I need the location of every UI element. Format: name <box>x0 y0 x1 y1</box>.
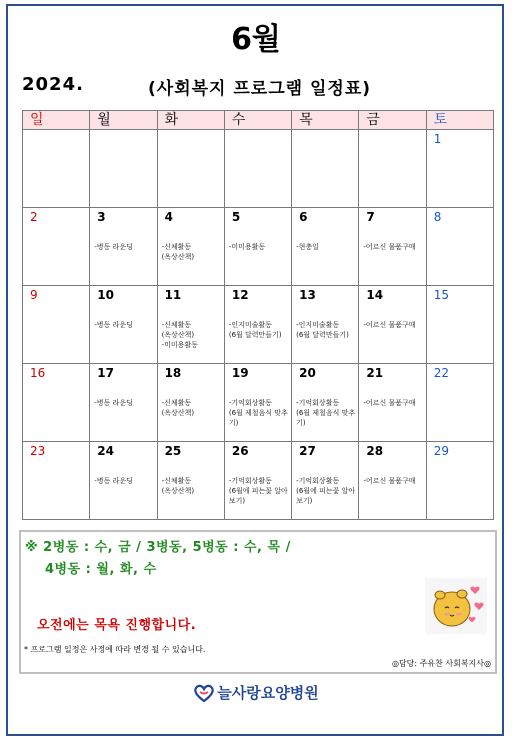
day-activity: -기억회상활동 (6월 제철음식 맞추기) <box>296 399 356 427</box>
day-activity: -병동 라운딩 <box>94 399 133 407</box>
day-number: 1 <box>433 132 442 146</box>
day-number: 2 <box>30 210 38 224</box>
weekday-thu: 목 <box>292 111 359 130</box>
day-number: 14 <box>366 288 384 302</box>
day-activity: -기억회상활동 (6월에 피는꽃 알아보기) <box>296 477 356 505</box>
calendar-day-cell <box>90 208 157 286</box>
day-number: 29 <box>433 444 449 458</box>
day-number: 12 <box>231 288 249 302</box>
calendar-day-cell <box>90 130 157 208</box>
ward-schedule-line-1: ※ 2병동 : 수, 금 / 3병동, 5병동 : 수, 목 / <box>25 540 291 555</box>
month-title: 6월 <box>231 22 281 57</box>
day-number: 10 <box>97 288 114 302</box>
day-activity: -어르신 물품구매 <box>363 321 416 329</box>
calendar-day-cell <box>292 286 359 364</box>
calendar-week-row <box>23 130 494 208</box>
calendar-day-cell <box>426 208 493 286</box>
day-number: 4 <box>164 210 173 224</box>
day-number: 24 <box>97 444 114 458</box>
day-activity: -신체활동 (옥상산책) <box>161 243 195 261</box>
weekday-tue: 화 <box>157 111 224 130</box>
day-number: 27 <box>299 444 316 458</box>
calendar-day-cell <box>224 208 291 286</box>
weekday-mon: 월 <box>90 111 157 130</box>
day-activity: -미미용활동 <box>228 243 266 251</box>
day-activity: -어르신 물품구매 <box>363 477 416 485</box>
calendar-day-cell <box>224 442 291 520</box>
calendar-table <box>22 110 494 520</box>
day-activity: -어르신 물품구매 <box>363 399 416 407</box>
calendar-day-cell <box>292 364 359 442</box>
day-number: 23 <box>30 444 46 458</box>
day-number: 9 <box>30 288 38 302</box>
day-number: 6 <box>299 210 308 224</box>
calendar-day-cell <box>23 442 90 520</box>
weekday-fri: 금 <box>359 111 426 130</box>
day-number: 18 <box>164 366 182 380</box>
heart-logo-icon <box>193 683 215 703</box>
day-number: 25 <box>164 444 182 458</box>
day-activity: -신체활동 (옥상산책) <box>161 399 195 417</box>
calendar-day-cell <box>359 208 426 286</box>
calendar-day-cell <box>90 364 157 442</box>
day-activity: -어르신 물품구매 <box>363 243 416 251</box>
calendar-day-cell <box>90 286 157 364</box>
day-number: 19 <box>231 366 249 380</box>
weekday-sun: 일 <box>23 111 90 130</box>
day-number: 8 <box>433 210 442 224</box>
calendar-day-cell <box>23 208 90 286</box>
cute-character-sticker <box>425 578 487 634</box>
calendar-day-cell <box>157 130 224 208</box>
calendar-day-cell <box>426 364 493 442</box>
calendar-day-cell <box>157 442 224 520</box>
weekday-wed: 수 <box>224 111 291 130</box>
calendar-day-cell <box>23 286 90 364</box>
calendar-day-cell <box>426 442 493 520</box>
weekday-header-row <box>23 111 494 130</box>
day-number: 15 <box>433 288 449 302</box>
calendar-day-cell <box>90 442 157 520</box>
day-activity: -인지미술활동 (6월 달력만들기) <box>228 321 282 339</box>
calendar-day-cell <box>23 364 90 442</box>
day-activity: -기억회상활동 (6월 제철음식 맞추기) <box>228 399 288 427</box>
day-activity: -신체활동 (옥상산책) <box>161 477 195 495</box>
calendar-day-cell <box>426 130 493 208</box>
day-number: 20 <box>299 366 316 380</box>
day-number: 22 <box>433 366 449 380</box>
calendar-day-cell <box>224 364 291 442</box>
ward-schedule-line-2: 4병동 : 월, 화, 수 <box>45 562 157 577</box>
day-activity: -신체활동 (옥상산책) -미미용활동 <box>161 321 198 349</box>
day-number: 5 <box>231 210 241 224</box>
day-number: 7 <box>366 210 375 224</box>
schedule-subtitle: (사회복지 프로그램 일정표) <box>148 79 372 99</box>
calendar-week-row <box>23 364 494 442</box>
calendar-day-cell <box>23 130 90 208</box>
day-activity: -병동 라운딩 <box>94 477 133 485</box>
calendar-day-cell <box>426 286 493 364</box>
calendar-day-cell <box>224 130 291 208</box>
calendar-week-row <box>23 442 494 520</box>
calendar-day-cell <box>359 130 426 208</box>
weekday-sat: 토 <box>426 111 493 130</box>
day-number: 13 <box>299 288 316 302</box>
hospital-logo <box>0 682 512 707</box>
day-number: 28 <box>366 444 384 458</box>
calendar-day-cell <box>157 208 224 286</box>
morning-bath-notice: 오전에는 목욕 진행합니다. <box>37 618 197 633</box>
calendar-day-cell <box>359 286 426 364</box>
day-activity: -인지미술활동 (6월 달력만들기) <box>296 321 349 339</box>
manager-credit: ◎담당: 주유찬 사회복지사◎ <box>391 659 491 668</box>
calendar-day-cell <box>359 364 426 442</box>
calendar-day-cell <box>157 364 224 442</box>
change-disclaimer: * 프로그램 일정은 사정에 따라 변경 될 수 있습니다. <box>24 645 206 654</box>
year-label: 2024. <box>22 74 84 95</box>
day-activity: -현충일 <box>296 243 319 251</box>
calendar-day-cell <box>292 208 359 286</box>
day-activity: -기억회상활동 (6월에 피는꽃 알아보기) <box>228 477 288 505</box>
day-number: 3 <box>97 210 106 224</box>
day-activity: -병동 라운딩 <box>94 243 133 251</box>
day-number: 17 <box>97 366 114 380</box>
day-number: 21 <box>366 366 384 380</box>
calendar-day-cell <box>224 286 291 364</box>
calendar-day-cell <box>359 442 426 520</box>
calendar-day-cell <box>292 130 359 208</box>
calendar-week-row <box>23 208 494 286</box>
day-number: 11 <box>164 288 182 302</box>
hospital-name: 늘사랑요양병원 <box>217 684 319 702</box>
day-number: 26 <box>231 444 249 458</box>
notes-box <box>19 530 497 674</box>
day-activity: -병동 라운딩 <box>94 321 133 329</box>
day-number: 16 <box>30 366 46 380</box>
calendar-day-cell <box>157 286 224 364</box>
calendar-day-cell <box>292 442 359 520</box>
calendar-week-row <box>23 286 494 364</box>
